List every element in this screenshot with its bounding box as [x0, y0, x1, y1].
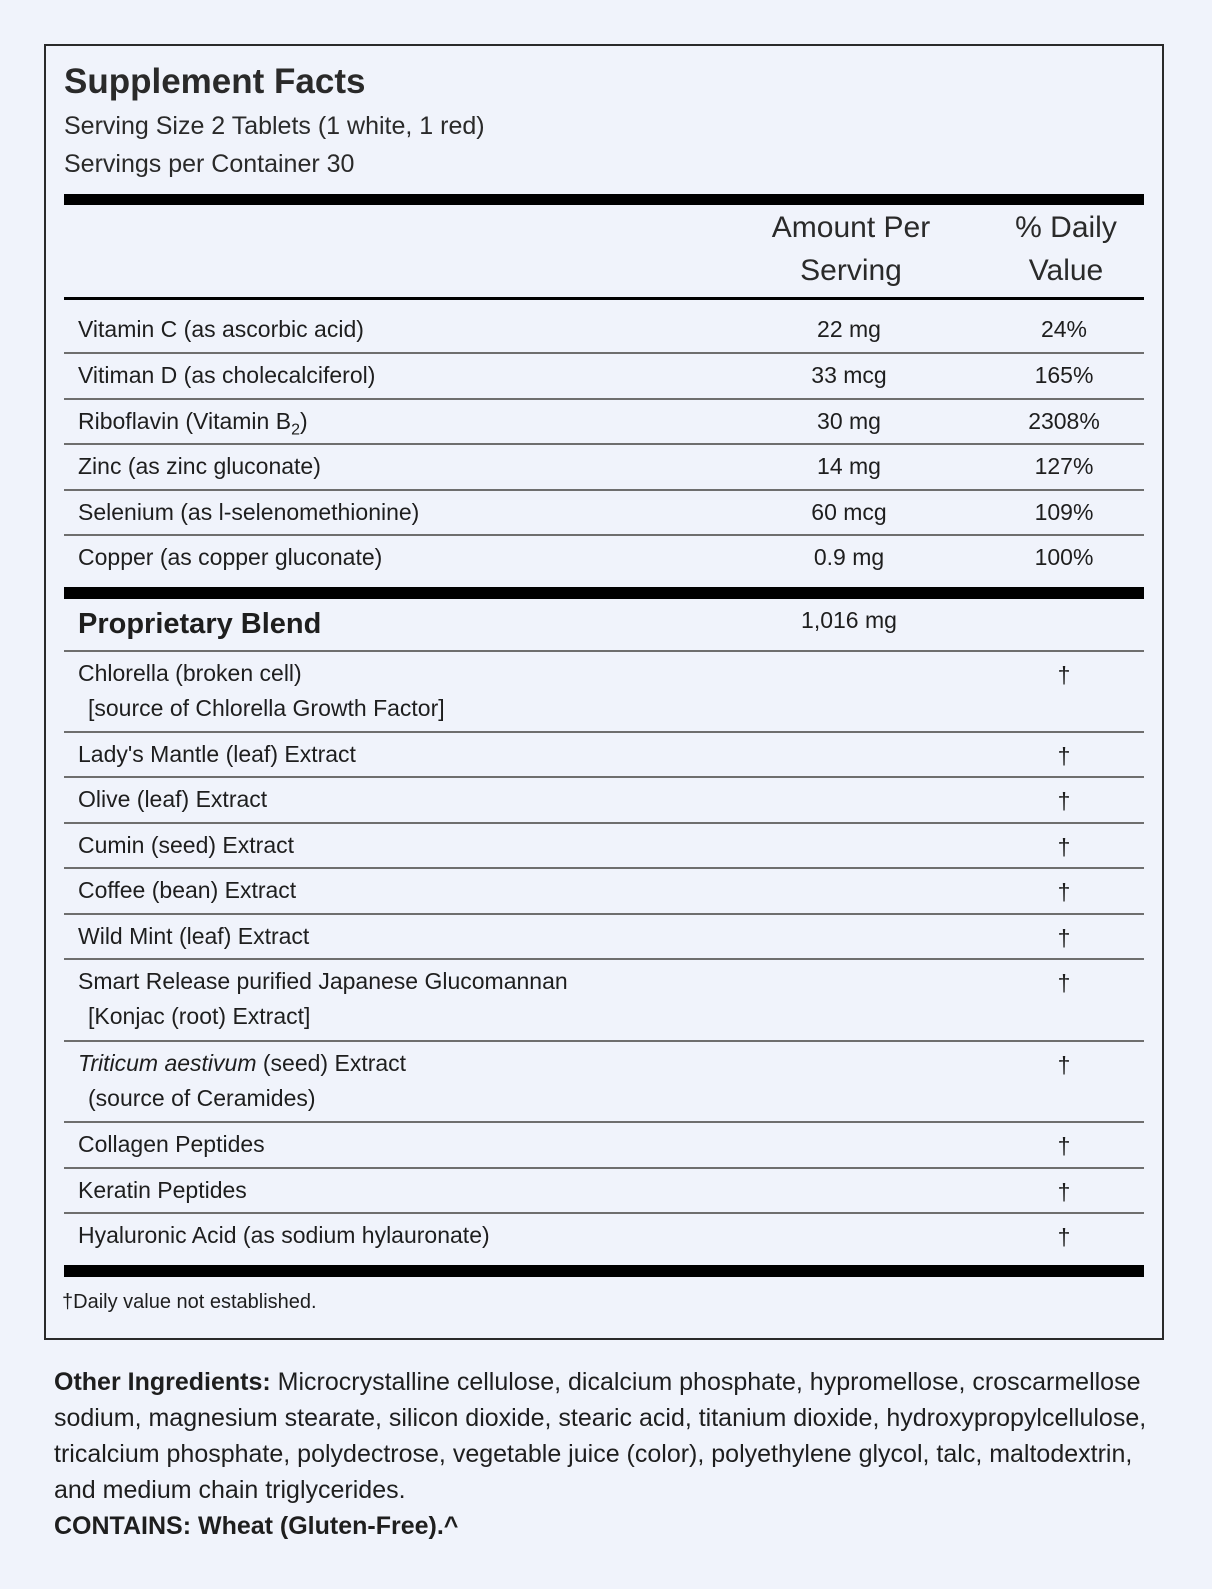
- blend-item-dv: †: [1057, 1052, 1071, 1078]
- nutrient-dv: 100%: [1034, 544, 1094, 570]
- blend-item-row: [64, 1042, 1144, 1123]
- blend-name: Proprietary Blend: [78, 608, 322, 640]
- blend-item-row: [64, 1214, 1144, 1264]
- blend-amount: 1,016 mg: [801, 607, 897, 633]
- nutrient-dv: 165%: [1034, 362, 1094, 388]
- blend-item-dv: †: [1057, 1224, 1071, 1250]
- blend-item-dv: †: [1057, 925, 1071, 951]
- nutrient-row: [64, 445, 1144, 491]
- blend-item-row: [64, 1169, 1144, 1214]
- nutrient-amount: 14 mg: [817, 453, 881, 479]
- blend-item-row: [64, 915, 1144, 960]
- blend-header-row: [64, 599, 1144, 652]
- allergen-statement: CONTAINS: Wheat (Gluten-Free).^: [54, 1512, 459, 1540]
- nutrient-row: [64, 354, 1144, 400]
- blend-item-name: Triticum aestivum (seed) Extract (source of Ceramides): [78, 1050, 407, 1111]
- blend-item-name: Chlorella (broken cell) [source of Chlorella Growth Factor]: [78, 660, 445, 721]
- blend-item-row: [64, 869, 1144, 915]
- servings-per-container: Servings per Container 30: [64, 150, 355, 178]
- nutrient-name: Zinc (as zinc gluconate): [78, 453, 321, 479]
- nutrient-amount: 33 mcg: [811, 362, 887, 388]
- nutrient-dv: 127%: [1034, 453, 1094, 479]
- header-amount-per-serving: Amount Per Serving: [771, 211, 931, 287]
- blend-item-row: [64, 652, 1144, 733]
- nutrient-name: Riboflavin (Vitamin $B_2$): [78, 408, 308, 439]
- blend-item-row: [64, 960, 1144, 1042]
- nutrient-dv: 24%: [1040, 316, 1088, 342]
- blend-item-name: Lady's Mantle (leaf) Extract: [78, 741, 356, 767]
- blend-item-dv: †: [1057, 970, 1071, 996]
- other-ingredients-label: Other Ingredients:: [54, 1368, 271, 1396]
- blend-item-row: [64, 1123, 1144, 1169]
- nutrient-amount: 22 mg: [817, 316, 881, 342]
- nutrient-row: [64, 400, 1144, 445]
- blend-item-name: Olive (leaf) Extract: [78, 786, 268, 812]
- nutrient-name: Selenium (as l-selenomethionine): [78, 499, 420, 525]
- header-daily-value: % Daily Value: [1015, 211, 1117, 287]
- blend-item-dv: †: [1057, 788, 1071, 814]
- nutrient-amount: 60 mcg: [811, 499, 887, 525]
- nutrient-amount: 30 mg: [817, 408, 881, 434]
- other-ingredients-text: Microcrystalline cellulose, dicalcium phosphate, hypromellose, croscarmellose sodium, magnesium stearate, silicon dioxide, stearic acid, titanium dioxide, hydroxypropylcellulose, tricalcium phosphate, polydectrose, vegetable juice (color), polyethylene glycol, talc, maltodextrin, and medium chain triglycerides.: [54, 1368, 1147, 1504]
- thick-divider-blend: [64, 587, 1144, 599]
- nutrient-row: [64, 536, 1144, 584]
- nutrient-name: Vitiman D (as cholecalciferol): [78, 362, 376, 388]
- nutrient-name: Copper (as copper gluconate): [78, 544, 383, 570]
- blend-item-name: Cumin (seed) Extract: [78, 832, 295, 858]
- blend-item-dv: †: [1057, 834, 1071, 860]
- other-ingredients: [54, 1364, 1154, 1544]
- blend-item-row: [64, 733, 1144, 778]
- thick-divider-top: [64, 194, 1144, 205]
- footnote: †Daily value not established.: [62, 1291, 317, 1313]
- blend-item-dv: †: [1057, 1133, 1071, 1159]
- blend-item-dv: †: [1057, 743, 1071, 769]
- blend-item-row: [64, 778, 1144, 824]
- blend-item-name: Collagen Peptides: [78, 1131, 265, 1157]
- header-divider: [64, 297, 1144, 300]
- supplement-facts-panel: [44, 44, 1164, 1340]
- blend-item-name: Hyaluronic Acid (as sodium hylauronate): [78, 1222, 490, 1248]
- blend-item-name: Keratin Peptides: [78, 1177, 247, 1203]
- blend-item-dv: †: [1057, 1179, 1071, 1205]
- nutrient-row: [64, 491, 1144, 536]
- nutrient-name: Vitamin C (as ascorbic acid): [78, 316, 364, 342]
- nutrient-amount: 0.9 mg: [813, 544, 885, 570]
- blend-item-name: Coffee (bean) Extract: [78, 877, 297, 903]
- blend-item-name: Wild Mint (leaf) Extract: [78, 923, 310, 949]
- blend-item-name: Smart Release purified Japanese Glucomannan [Konjac (root) Extract]: [78, 968, 568, 1029]
- nutrient-dv: 2308%: [1028, 408, 1100, 434]
- blend-item-row: [64, 824, 1144, 869]
- blend-item-dv: †: [1057, 662, 1071, 688]
- nutrient-row: [64, 308, 1144, 354]
- label-title: Supplement Facts: [64, 62, 366, 101]
- blend-item-dv: †: [1057, 879, 1071, 905]
- nutrient-dv: 109%: [1034, 499, 1094, 525]
- serving-size: Serving Size 2 Tablets (1 white, 1 red): [64, 112, 485, 140]
- thick-divider-bottom: [64, 1265, 1144, 1277]
